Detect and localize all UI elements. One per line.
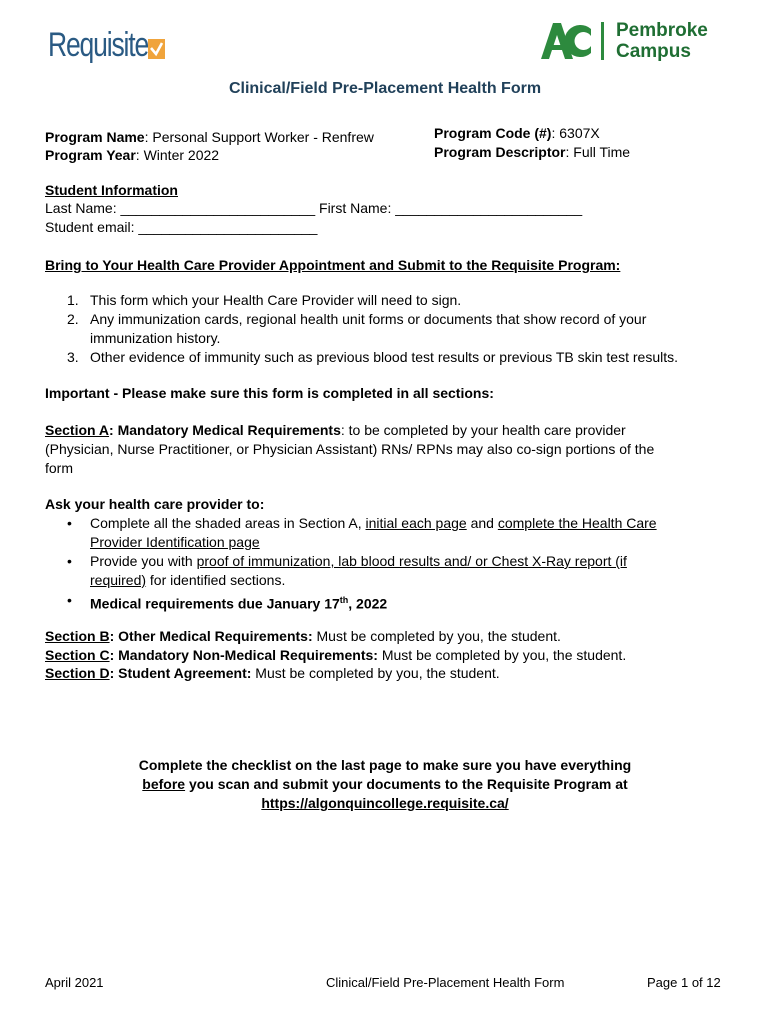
section-c-line: Section C: Mandatory Non-Medical Requirements: Must be completed by you, the student. <box>45 647 627 663</box>
program-descriptor-label: Program Descriptor <box>434 144 566 160</box>
ask-bullet-3: Medical requirements due January 17th, 2022 <box>90 595 388 612</box>
footer-date: April 2021 <box>45 975 104 990</box>
section-a-label: Section A <box>45 422 110 438</box>
section-d-line: Section D: Student Agreement: Must be completed by you, the student. <box>45 665 500 681</box>
program-code-row <box>434 124 600 143</box>
bullet-icon: • <box>67 515 72 531</box>
form-title: Clinical/Field Pre-Placement Health Form <box>228 80 542 97</box>
requisite-logo <box>48 24 165 66</box>
ask-heading: Ask your health care provider to: <box>45 496 265 512</box>
checkmark-icon <box>148 39 165 59</box>
bring-list <box>45 291 745 367</box>
section-a-line2: (Physician, Nurse Practitioner, or Physician Assistant) RNs/ RPNs may also co-sign portions of the <box>45 441 655 457</box>
ask-bullet-1-cont: Provider Identification page <box>90 534 260 550</box>
program-year-label: Program Year <box>45 147 136 163</box>
section-a-title: : Mandatory Medical Requirements <box>109 422 341 438</box>
requisite-url-link[interactable]: https://algonquincollege.requisite.ca/ <box>261 795 509 811</box>
program-year-row <box>45 146 219 165</box>
program-code-value: : 6307X <box>551 125 600 141</box>
email-field-line[interactable]: Student email: _______________________ <box>45 219 318 235</box>
logo-pembroke: Pembroke <box>616 20 708 41</box>
ask-bullet-2-cont: required) for identified sections. <box>90 572 286 588</box>
footer-title: Clinical/Field Pre-Placement Health Form <box>326 975 565 990</box>
bring-heading: Bring to Your Health Care Provider Appointment and Submit to the Requisite Program: <box>45 257 621 273</box>
section-a-line1: Section A: Mandatory Medical Requirements: to be completed by your health care provider <box>45 422 626 438</box>
important-note: Important - Please make sure this form is completed in all sections: <box>45 385 494 401</box>
logo-divider <box>601 22 604 60</box>
program-name-row <box>45 128 374 147</box>
program-name-value: : Personal Support Worker - Renfrew <box>144 129 374 145</box>
program-descriptor-value: : Full Time <box>565 144 631 160</box>
program-descriptor-row <box>434 143 630 162</box>
ask-bullet-2: Provide you with proof of immunization, lab blood results and/ or Chest X-Ray report (if <box>90 553 627 569</box>
ask-bullet-1: Complete all the shaded areas in Section A, initial each page and complete the Health Care <box>90 515 657 531</box>
footer-page-number: Page 1 of 12 <box>647 975 721 990</box>
list-item: 3. Other evidence of immunity such as previous blood test results or previous TB skin test results. <box>67 349 678 365</box>
list-item-continuation: immunization history. <box>90 330 221 346</box>
bullet-icon: • <box>67 553 72 569</box>
section-b-line: Section B: Other Medical Requirements: Must be completed by you, the student. <box>45 628 561 644</box>
bullet-icon: • <box>67 592 72 608</box>
checklist-line1: Complete the checklist on the last page to make sure you have everything <box>138 757 632 773</box>
section-a-line3: form <box>45 460 73 476</box>
list-item: 2. Any immunization cards, regional health unit forms or documents that show record of your <box>67 311 647 327</box>
ac-logo-icon <box>541 23 593 59</box>
student-info-heading: Student Information <box>45 182 178 198</box>
checklist-line2: before you scan and submit your documents to the Requisite Program at <box>142 776 628 792</box>
name-fields-line[interactable]: Last Name: _________________________ First Name: ________________________ <box>45 200 583 216</box>
requisite-logo-text: Requisite <box>48 25 149 64</box>
list-item: 1. This form which your Health Care Provider will need to sign. <box>67 292 462 308</box>
pembroke-campus-logo <box>541 20 708 62</box>
program-name-label: Program Name <box>45 129 145 145</box>
program-code-label: Program Code (#) <box>434 125 552 141</box>
program-year-value: : Winter 2022 <box>135 147 220 163</box>
logo-campus: Campus <box>616 41 691 62</box>
